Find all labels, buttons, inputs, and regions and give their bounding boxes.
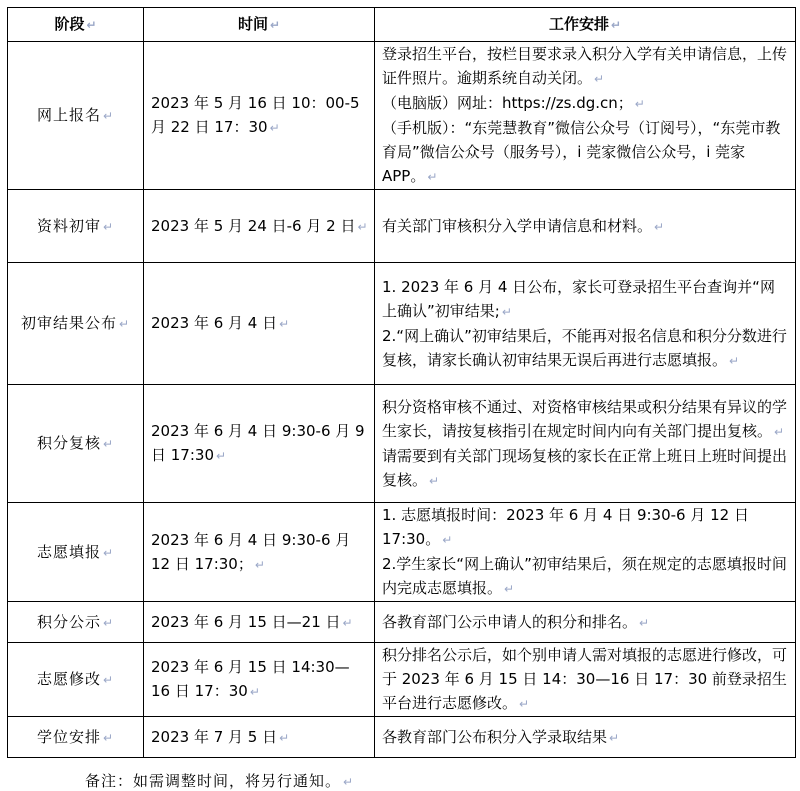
paragraph-mark-icon: ↵ [357,219,368,234]
table-row [8,503,796,602]
table-row [8,643,796,717]
time-cell: 2023 年 7 月 5 日 ↵ [144,717,375,758]
work-paragraph: 各教育部门公示申请人的积分和排名。 ↵ [382,612,650,631]
work-cell [375,190,796,263]
table-row [8,42,796,190]
table-row [8,602,796,643]
time-cell: 2023 年 6 月 4 日 ↵ [144,263,375,385]
work-cell [375,717,796,758]
time-cell: 2023 年 5 月 24 日-6 月 2 日 ↵ [144,190,375,263]
footnote: 备注：如需调整时间，将另行通知。 ↵ [85,772,355,790]
paragraph-mark-icon: ↵ [118,317,131,331]
paragraph-mark-icon: ↵ [102,673,115,687]
paragraph-mark-icon: ↵ [634,97,645,111]
work-paragraph: 各教育部门公布积分入学录取结果 ↵ [382,727,620,746]
work-paragraph: 积分排名公示后，如个别申请人需对填报的志愿进行修改，可于 2023 年 6 月 15 日 14：30—16 日 17：30 前登录招生平台进行志愿修改。 ↵ [382,646,788,712]
header-time: 时间 ↵ [144,8,375,42]
header-stage: 阶段 ↵ [8,8,144,42]
paragraph-mark-icon: ↵ [501,304,512,319]
work-cell [375,602,796,643]
work-paragraph: （手机版）：“东莞慧教育”微信公众号（订阅号），“东莞市教育局”微信公众号（服务号），i 莞家微信公众号，i 莞家 APP。 ↵ [382,119,781,185]
schedule-table [7,7,796,758]
stage-cell: 网上报名 ↵ [8,42,144,190]
paragraph-mark-icon: ↵ [102,437,115,451]
paragraph-mark-icon: ↵ [504,582,515,596]
table-header-row [8,8,796,42]
paragraph-mark-icon: ↵ [343,775,355,789]
paragraph-mark-icon: ↵ [269,121,280,135]
work-paragraph: 登录招生平台，按栏目要求录入积分入学有关申请信息，上传证件照片。逾期系统自动关闭。 ↵ [382,45,788,87]
work-paragraph: 积分资格审核不通过、对资格审核结果或积分结果有异议的学生家长，请按复核指引在规定时间内向有关部门提出复核。 ↵ [382,397,788,440]
work-cell [375,643,796,717]
paragraph-mark-icon: ↵ [102,615,115,630]
table-row [8,190,796,263]
paragraph-mark-icon: ↵ [609,730,620,745]
work-paragraph: 有关部门审核积分入学申请信息和材料。 ↵ [382,216,665,235]
time-cell: 2023 年 6 月 15 日 14:30—16 日 17：30 ↵ [144,643,375,717]
paragraph-mark-icon: ↵ [429,473,440,488]
work-paragraph: （电脑版）网址：https://zs.dg.cn； ↵ [382,94,645,112]
stage-cell: 初审结果公布 ↵ [8,263,144,385]
stage-cell: 积分复核 ↵ [8,385,144,503]
paragraph-mark-icon: ↵ [427,170,438,184]
paragraph-mark-icon: ↵ [249,685,260,699]
work-cell [375,42,796,190]
paragraph-mark-icon: ↵ [269,18,281,32]
paragraph-mark-icon: ↵ [86,18,97,32]
table-row [8,263,796,385]
stage-cell: 资料初审 ↵ [8,190,144,263]
work-paragraph: 2.“网上确认”初审结果后，不能再对报名信息和积分分数进行复核，请家长确认初审结果无误后再进行志愿填报。 ↵ [382,326,787,369]
paragraph-mark-icon: ↵ [342,615,353,630]
time-cell: 2023 年 6 月 4 日 9:30-6 月 9 日 17:30 ↵ [144,385,375,503]
paragraph-mark-icon: ↵ [519,697,530,711]
paragraph-mark-icon: ↵ [102,109,115,123]
paragraph-mark-icon: ↵ [594,72,605,86]
paragraph-mark-icon: ↵ [442,533,453,547]
work-paragraph: 1. 2023 年 6 月 4 日公布，家长可登录招生平台查询并“网上确认”初审结果; ↵ [382,277,775,320]
work-cell [375,503,796,602]
work-cell [375,385,796,503]
paragraph-mark-icon: ↵ [254,557,265,572]
schedule-document [7,7,796,790]
paragraph-mark-icon: ↵ [102,219,115,234]
paragraph-mark-icon: ↵ [654,219,665,234]
stage-cell: 志愿填报 ↵ [8,503,144,602]
header-work: 工作安排 ↵ [375,8,796,42]
work-paragraph: 请需要到有关部门现场复核的家长在正常上班日上班时间提出复核。 ↵ [382,446,788,489]
time-cell: 2023 年 5 月 16 日 10：00-5 月 22 日 17：30 ↵ [144,42,375,190]
table-row [8,385,796,503]
paragraph-mark-icon: ↵ [216,449,227,463]
paragraph-mark-icon: ↵ [102,545,115,560]
paragraph-mark-icon: ↵ [279,317,290,331]
paragraph-mark-icon: ↵ [610,18,622,32]
time-cell: 2023 年 6 月 4 日 9:30-6 月 12 日 17:30； ↵ [144,503,375,602]
work-cell [375,263,796,385]
table-row [8,717,796,758]
paragraph-mark-icon: ↵ [102,730,115,745]
stage-cell: 积分公示 ↵ [8,602,144,643]
paragraph-mark-icon: ↵ [729,353,740,368]
paragraph-mark-icon: ↵ [639,615,650,630]
work-paragraph: 1. 志愿填报时间：2023 年 6 月 4 日 9:30-6 月 12 日 17:30。 ↵ [382,506,749,548]
paragraph-mark-icon: ↵ [774,424,785,439]
stage-cell: 志愿修改 ↵ [8,643,144,717]
paragraph-mark-icon: ↵ [279,730,290,745]
stage-cell: 学位安排 ↵ [8,717,144,758]
work-paragraph: 2.学生家长“网上确认”初审结果后，须在规定的志愿填报时间内完成志愿填报。 ↵ [382,555,787,597]
time-cell: 2023 年 6 月 15 日—21 日 ↵ [144,602,375,643]
